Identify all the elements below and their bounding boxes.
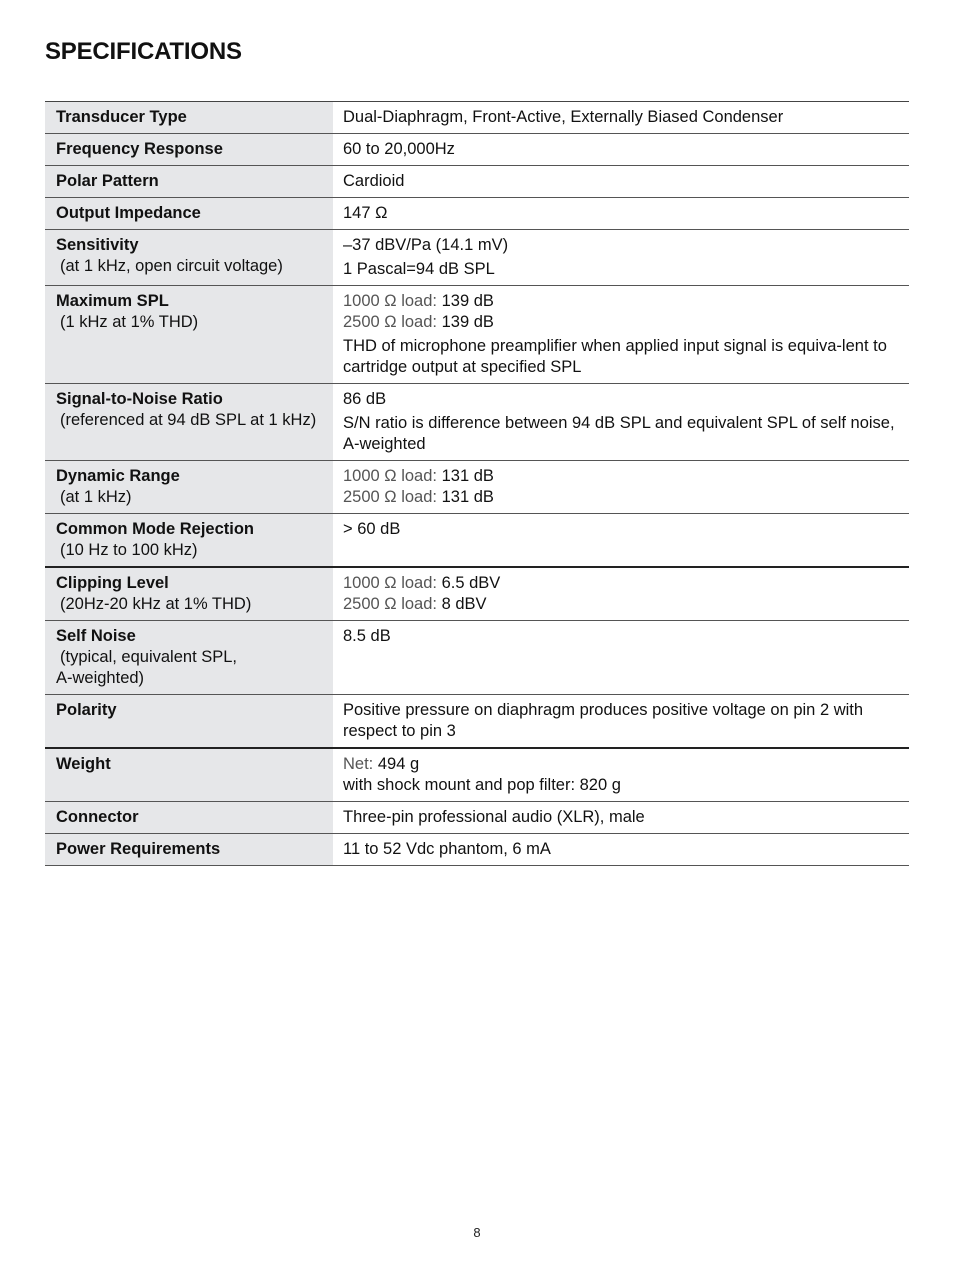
- spec-value-cell: [333, 166, 909, 198]
- spec-note: 1 Pascal=94 dB SPL: [343, 260, 495, 278]
- spec-label: Dynamic Range: [56, 467, 180, 485]
- table-row: [45, 102, 909, 134]
- spec-label: Polarity: [56, 701, 117, 719]
- spec-value: Cardioid: [343, 172, 405, 190]
- spec-value: Three-pin professional audio (XLR), male: [343, 808, 645, 826]
- spec-label: Output Impedance: [56, 204, 201, 222]
- table-row: [45, 834, 909, 866]
- spec-note: S/N ratio is difference between 94 dB SPL and equivalent SPL of self noise, A-weighted: [343, 414, 895, 453]
- spec-label: Sensitivity: [56, 236, 139, 254]
- load-label: 2500 Ω load:: [343, 488, 437, 506]
- spec-condition: (at 1 kHz, open circuit voltage): [60, 257, 283, 275]
- spec-label: Self Noise: [56, 627, 136, 645]
- table-row: [45, 802, 909, 834]
- spec-label: Power Requirements: [56, 840, 221, 858]
- spec-condition: (10 Hz to 100 kHz): [60, 541, 198, 559]
- spec-label-cell: [45, 802, 333, 834]
- table-row: [45, 514, 909, 568]
- load-line: [343, 573, 899, 594]
- spec-value-cell: [333, 834, 909, 866]
- spec-value-cell: [333, 198, 909, 230]
- load-value: 131 dB: [441, 467, 494, 485]
- spec-value: Positive pressure on diaphragm produces positive voltage on pin 2 with respect to pin 3: [343, 701, 864, 740]
- spec-value-cell: [333, 461, 909, 514]
- net-value: 494 g: [377, 755, 420, 773]
- load-line: [343, 487, 899, 508]
- load-value: 139 dB: [441, 313, 494, 331]
- table-row: [45, 230, 909, 286]
- spec-value: 8.5 dB: [343, 627, 391, 645]
- table-row: [45, 286, 909, 384]
- load-line: [343, 466, 899, 487]
- spec-label-cell: [45, 286, 333, 384]
- spec-value-cell: [333, 230, 909, 286]
- spec-label: Maximum SPL: [56, 292, 169, 310]
- spec-condition: A-weighted): [56, 669, 145, 687]
- spec-value: 86 dB: [343, 390, 387, 408]
- spec-value: with shock mount and pop filter: 820 g: [343, 776, 621, 794]
- spec-label-cell: [45, 514, 333, 568]
- spec-label-cell: [45, 230, 333, 286]
- table-row: [45, 461, 909, 514]
- spec-label-cell: [45, 198, 333, 230]
- spec-note: THD of microphone preamplifier when applied input signal is equiva-lent to cartridge output at specified SPL: [343, 337, 887, 376]
- spec-label: Transducer Type: [56, 108, 187, 126]
- spec-value-cell: [333, 621, 909, 695]
- spec-value: Dual-Diaphragm, Front-Active, Externally Biased Condenser: [343, 108, 784, 126]
- spec-label: Weight: [56, 755, 111, 773]
- page-number: 8: [473, 1225, 481, 1240]
- table-row: [45, 198, 909, 230]
- load-label: 2500 Ω load:: [343, 313, 437, 331]
- spec-value-cell: [333, 286, 909, 384]
- spec-value-cell: [333, 134, 909, 166]
- spec-label-cell: [45, 567, 333, 621]
- spec-value-cell: [333, 802, 909, 834]
- load-line: [343, 291, 899, 312]
- spec-value: 60 to 20,000Hz: [343, 140, 455, 158]
- spec-label-cell: [45, 384, 333, 461]
- spec-value-cell: [333, 102, 909, 134]
- spec-value: –37 dBV/Pa (14.1 mV): [343, 236, 509, 254]
- load-line: [343, 312, 899, 333]
- table-row: [45, 695, 909, 749]
- spec-value: 11 to 52 Vdc phantom, 6 mA: [343, 840, 551, 858]
- weight-net-line: [343, 754, 899, 775]
- spec-condition: (20Hz-20 kHz at 1% THD): [60, 595, 252, 613]
- spec-label: Common Mode Rejection: [56, 520, 255, 538]
- load-line: [343, 594, 899, 615]
- spec-label: Clipping Level: [56, 574, 169, 592]
- spec-label: Polar Pattern: [56, 172, 159, 190]
- spec-label: Connector: [56, 808, 139, 826]
- spec-label-cell: [45, 621, 333, 695]
- spec-condition: (referenced at 94 dB SPL at 1 kHz): [60, 411, 317, 429]
- spec-label-cell: [45, 748, 333, 802]
- spec-label-cell: [45, 166, 333, 198]
- spec-value-cell: [333, 567, 909, 621]
- table-row: [45, 134, 909, 166]
- load-label: 1000 Ω load:: [343, 467, 437, 485]
- spec-value: 147 Ω: [343, 204, 388, 222]
- spec-label-cell: [45, 134, 333, 166]
- net-label: Net:: [343, 755, 374, 773]
- table-row: [45, 567, 909, 621]
- spec-value-cell: [333, 384, 909, 461]
- spec-label: Signal-to-Noise Ratio: [56, 390, 223, 408]
- spec-condition: (at 1 kHz): [60, 488, 132, 506]
- table-row: [45, 166, 909, 198]
- load-value: 6.5 dBV: [441, 574, 501, 592]
- spec-label-cell: [45, 695, 333, 749]
- spec-value: > 60 dB: [343, 520, 401, 538]
- table-row: [45, 748, 909, 802]
- spec-label: Frequency Response: [56, 140, 223, 158]
- load-value: 131 dB: [441, 488, 494, 506]
- spec-condition: (1 kHz at 1% THD): [60, 313, 199, 331]
- load-label: 1000 Ω load:: [343, 574, 437, 592]
- load-label: 1000 Ω load:: [343, 292, 437, 310]
- page-title: SPECIFICATIONS: [45, 38, 242, 65]
- spec-value-cell: [333, 695, 909, 749]
- load-value: 139 dB: [441, 292, 494, 310]
- load-value: 8 dBV: [441, 595, 487, 613]
- spec-label-cell: [45, 834, 333, 866]
- spec-value-cell: [333, 514, 909, 568]
- spec-label-cell: [45, 102, 333, 134]
- spec-label-cell: [45, 461, 333, 514]
- specifications-table: [45, 101, 909, 866]
- spec-condition: (typical, equivalent SPL,: [60, 648, 238, 666]
- table-row: [45, 384, 909, 461]
- spec-value-cell: [333, 748, 909, 802]
- table-row: [45, 621, 909, 695]
- load-label: 2500 Ω load:: [343, 595, 437, 613]
